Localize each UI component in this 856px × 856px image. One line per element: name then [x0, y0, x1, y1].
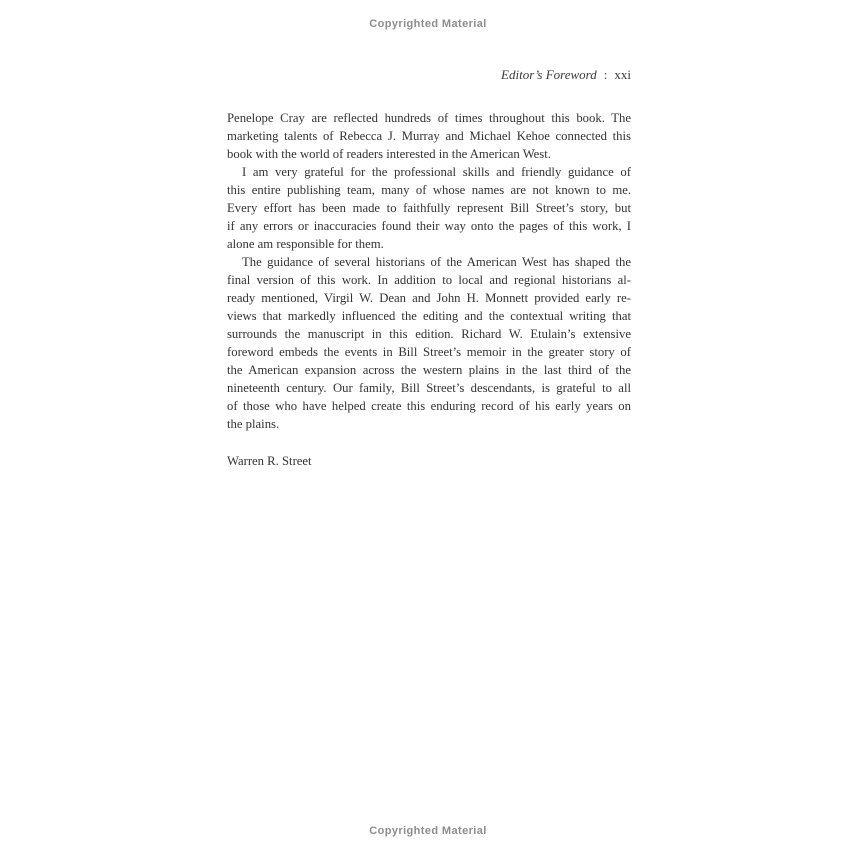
text-line: the American expansion across the western plains in the last third of the: [227, 363, 631, 377]
text-line: final version of this work. In addition to local and regional historians al-: [227, 273, 631, 287]
text-line: surrounds the manuscript in this edition. Richard W. Etulain’s extensive: [227, 327, 631, 341]
foreword-body: [227, 109, 631, 433]
text-line: ready mentioned, Virgil W. Dean and John H. Monnett provided early re-: [227, 291, 631, 305]
paragraph: [227, 253, 631, 433]
text-line: book with the world of readers interested in the American West.: [227, 147, 551, 161]
text-line: Every effort has been made to faithfully represent Bill Street’s story, but: [227, 201, 631, 215]
text-line: I am very grateful for the professional skills and friendly guidance of: [242, 165, 631, 179]
text-line: if any errors or inaccuracies found their way onto the pages of this work, I: [227, 219, 631, 233]
running-head-title: Editor’s Foreword: [501, 67, 597, 82]
text-line: this entire publishing team, many of whose names are not known to me.: [227, 183, 631, 197]
paragraph: [227, 163, 631, 253]
foreword-content: [227, 109, 631, 470]
text-line: marketing talents of Rebecca J. Murray and Michael Kehoe connected this: [227, 129, 631, 143]
page-number: xxi: [614, 67, 631, 82]
text-line: views that markedly influenced the editing and the contextual writing that: [227, 309, 631, 323]
running-head: [501, 67, 631, 83]
copyright-notice-bottom: Copyrighted Material: [369, 825, 487, 837]
text-line: nineteenth century. Our family, Bill Street’s descendants, is grateful to all: [227, 381, 631, 395]
text-line: Penelope Cray are reflected hundreds of times throughout this book. The: [227, 111, 631, 125]
text-line: foreword embeds the events in Bill Street’s memoir in the greater story of: [227, 345, 631, 359]
text-line: the plains.: [227, 417, 280, 431]
author-signature: Warren R. Street: [227, 454, 312, 468]
text-line: of those who have helped create this enduring record of his early years on: [227, 399, 631, 413]
text-line: alone am responsible for them.: [227, 237, 384, 251]
paragraph: [227, 109, 631, 163]
running-head-separator: :: [603, 67, 608, 82]
text-line: The guidance of several historians of the American West has shaped the: [242, 255, 631, 269]
copyright-notice-top: Copyrighted Material: [369, 18, 487, 30]
